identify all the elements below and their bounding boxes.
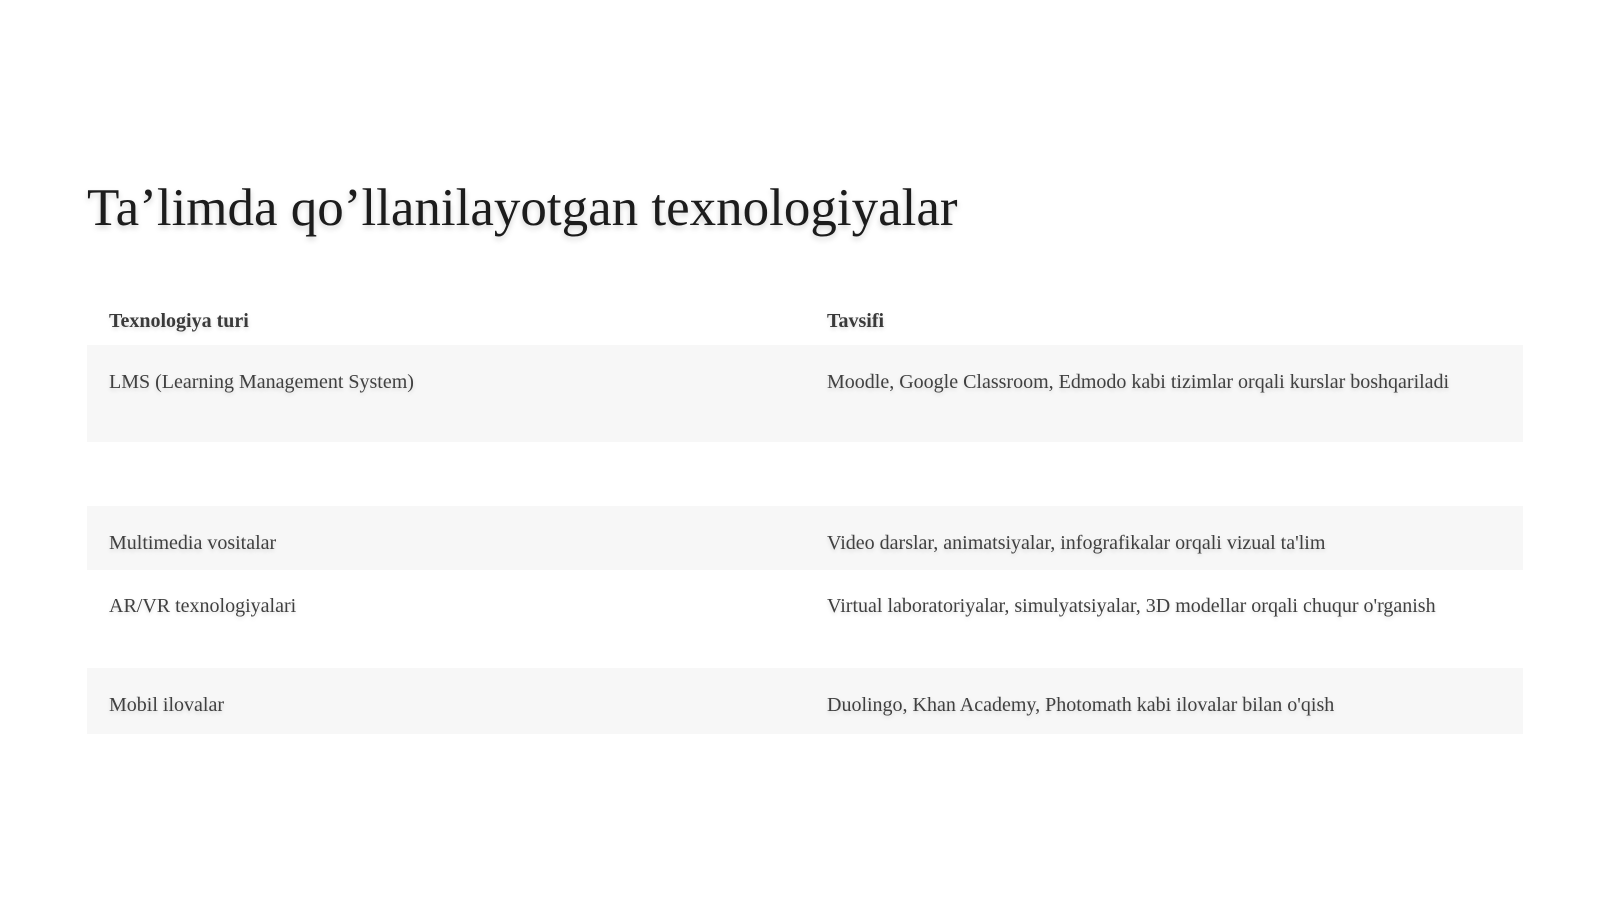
cell-technology-type: LMS (Learning Management System) xyxy=(109,371,414,393)
cell-description: Duolingo, Khan Academy, Photomath kabi ilovalar bilan o'qish xyxy=(827,694,1335,716)
cell-description: Video darslar, animatsiyalar, infografikalar orqali vizual ta'lim xyxy=(827,532,1326,554)
slide-title: Ta’limda qo’llanilayotgan texnologiyalar xyxy=(87,179,958,237)
cell-description: Moodle, Google Classroom, Edmodo kabi tizimlar orqali kurslar boshqariladi xyxy=(827,371,1450,393)
cell-technology-type: AR/VR texnologiyalari xyxy=(109,595,297,617)
table-row xyxy=(87,345,1523,442)
table-row xyxy=(87,570,1523,668)
table-row xyxy=(87,668,1523,734)
cell-description: Virtual laboratoriyalar, simulyatsiyalar, 3D modellar orqali chuqur o'rganish xyxy=(827,595,1436,617)
table-header-row xyxy=(87,296,1523,346)
table-row xyxy=(87,506,1523,570)
cell-technology-type: Multimedia vositalar xyxy=(109,532,277,554)
header-description: Tavsifi xyxy=(827,310,885,332)
cell-technology-type: Mobil ilovalar xyxy=(109,694,224,716)
header-technology-type: Texnologiya turi xyxy=(109,310,249,332)
technologies-table xyxy=(87,296,1523,716)
